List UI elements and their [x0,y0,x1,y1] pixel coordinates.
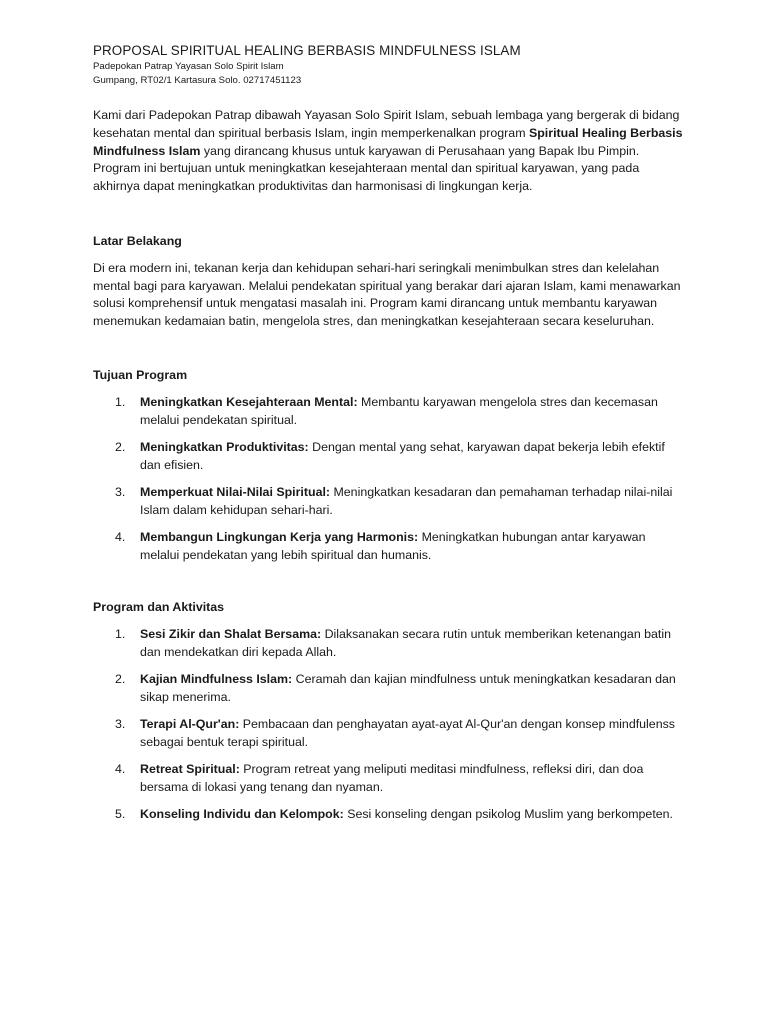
item-number: 5. [115,807,126,822]
item-number: 4. [115,762,126,777]
item-title: Konseling Individu dan Kelompok: [140,807,344,822]
section-heading-latar-belakang: Latar Belakang [93,233,182,248]
intro-paragraph [93,107,683,196]
item-title: Meningkatkan Kesejahteraan Mental: [140,394,358,409]
program-name: Spiritual Healing Berbasis Mindfulness Islam [93,125,683,158]
intro-text-end: yang dirancang khusus untuk karyawan di Perusahaan yang Bapak Ibu Pimpin. Program ini bertujuan untuk meningkatkan kesejahteraan mental dan spiritual karyawan, yang pada akhirnya dapat meningkatkan produktivitas dan harmonisasi di lingkungan kerja. [93,143,640,194]
item-text: Dilaksanakan secara rutin untuk memberikan ketenangan batin dan mendekatkan diri kepada Allah. [140,626,672,659]
list-item [93,761,683,797]
item-number: 3. [115,485,126,500]
document-title: PROPOSAL SPIRITUAL HEALING BERBASIS MINDFULNESS ISLAM [93,43,521,58]
section-heading-tujuan-program: Tujuan Program [93,367,188,382]
list-item [93,529,683,565]
item-text: Sesi konseling dengan psikolog Muslim yang berkompeten. [343,807,673,822]
latar-belakang-paragraph: Di era modern ini, tekanan kerja dan kehidupan sehari-hari seringkali menimbulkan stres dan kelelahan mental bagi para karyawan. Melalui pendekatan spiritual yang berakar dari ajaran Islam, kami menawarkan solusi komprehensif untuk mengatasi masalah ini. Program kami dirancang untuk membantu karyawan menemukan kedamaian batin, mengelola stres, dan meningkatkan kesejahteraan secara keseluruhan. [93,260,681,329]
organization-name: Padepokan Patrap Yayasan Solo Spirit Islam [93,61,284,72]
list-item [93,484,683,520]
item-number: 1. [115,394,126,409]
item-title: Membangun Lingkungan Kerja yang Harmonis: [140,530,419,545]
document-page [93,42,683,834]
item-number: 1. [115,626,126,641]
item-title: Terapi Al-Qur'an: [140,717,240,732]
item-text: Meningkatkan hubungan antar karyawan melalui pendekatan yang lebih spiritual dan humanis. [140,530,646,563]
item-title: Sesi Zikir dan Shalat Bersama: [140,626,322,641]
item-title: Kajian Mindfulness Islam: [140,671,293,686]
item-title: Memperkuat Nilai-Nilai Spiritual: [140,485,331,500]
item-number: 3. [115,717,126,732]
item-text: Program retreat yang meliputi meditasi mindfulness, refleksi diri, dan doa bersama di lokasi yang tenang dan nyaman. [140,762,644,795]
item-title: Meningkatkan Produktivitas: [140,439,309,454]
intro-text-start: Kami dari Padepokan Patrap dibawah Yayasan Solo Spirit Islam, sebuah lembaga yang bergerak di bidang kesehatan mental dan spiritual berbasis Islam, ingin memperkenalkan program [93,108,680,140]
section-heading-program-dan-aktivitas: Program dan Aktivitas [93,599,225,614]
tujuan-list [93,394,683,565]
item-text: Meningkatkan kesadaran dan pemahaman terhadap nilai-nilai Islam dalam kehidupan sehari-hari. [140,485,673,517]
item-text: Dengan mental yang sehat, karyawan dapat bekerja lebih efektif dan efisien. [140,439,665,472]
item-text: Membantu karyawan mengelola stres dan kecemasan melalui pendekatan spiritual. [140,394,658,427]
list-item [93,394,683,430]
item-text: Pembacaan dan penghayatan ayat-ayat Al-Qur'an dengan konsep mindfulenss sebagai bentuk terapi spiritual. [140,717,675,749]
list-item [93,439,683,475]
item-text: Ceramah dan kajian mindfulness untuk meningkatkan kesadaran dan sikap menerima. [140,671,676,704]
item-number: 2. [115,671,126,686]
organization-address: Gumpang, RT02/1 Kartasura Solo. 02717451123 [93,75,302,86]
item-number: 4. [115,530,126,545]
item-title: Retreat Spiritual: [140,762,240,777]
program-list [93,626,683,825]
list-item [93,716,683,752]
list-item [93,626,683,662]
item-number: 2. [115,439,126,454]
list-item [93,806,683,824]
list-item [93,671,683,707]
